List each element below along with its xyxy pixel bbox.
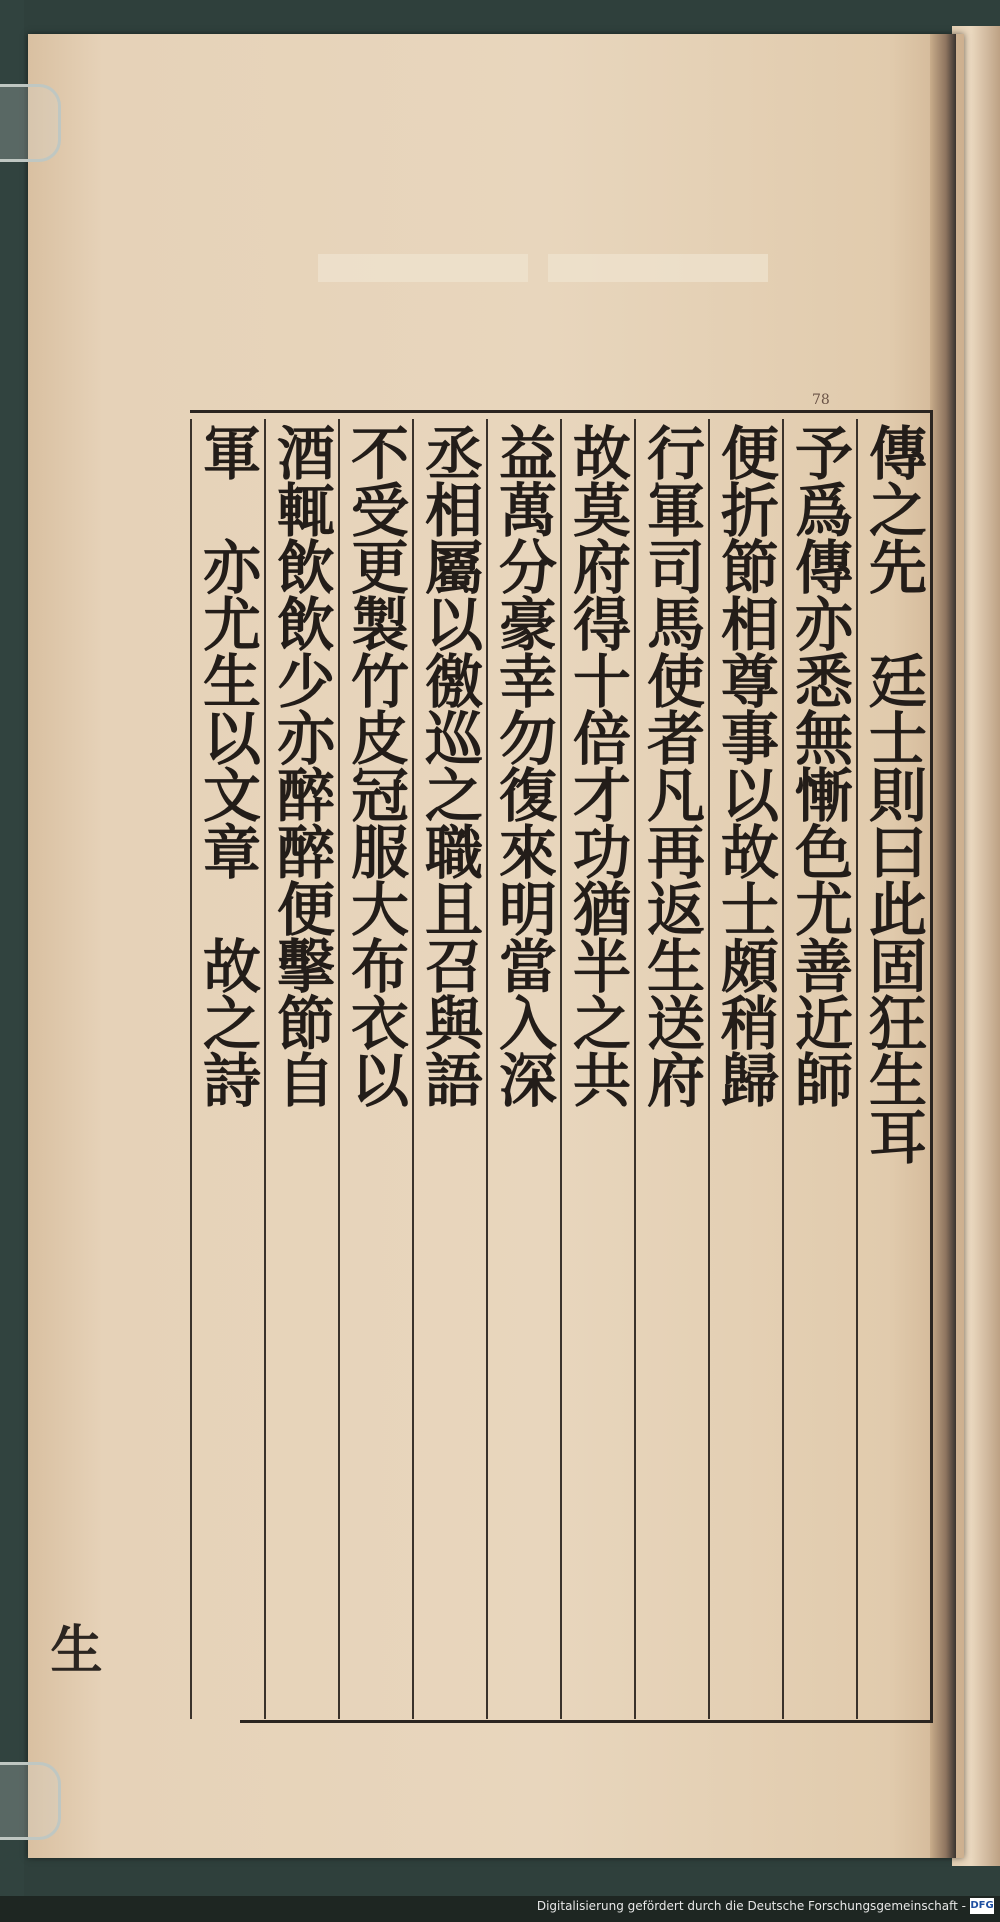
text-column: 不受更製竹皮冠服大布衣以	[338, 419, 412, 1719]
page-clip-top	[0, 84, 61, 162]
text-column: 丞相屬以徼巡之職且召與語	[412, 419, 486, 1719]
paper-repair-strip	[318, 254, 528, 282]
book-gutter	[930, 34, 956, 1858]
text-column: 便折節相尊事以故士頗稍歸	[708, 419, 782, 1719]
scanner-strip	[0, 0, 24, 1922]
text-column: 予爲傳亦悉無慚色尤善近師	[782, 419, 856, 1719]
text-column: 益萬分豪幸勿復來明當入深	[486, 419, 560, 1719]
text-columns	[190, 419, 930, 1719]
text-column: 酒輒飲飲少亦醉醉便擊節自	[264, 419, 338, 1719]
paper-repair-strip	[548, 254, 768, 282]
printed-text-block	[190, 410, 933, 1723]
text-column: 軍 亦尤生以文章 故之詩	[190, 419, 264, 1719]
folio-number: 78	[812, 392, 830, 408]
frame-rule	[240, 1720, 930, 1723]
dfg-logo: DFG	[970, 1898, 994, 1914]
text-column: 傳之先 廷士則曰此固狂生耳	[856, 419, 930, 1719]
digitization-credit: Digitalisierung gefördert durch die Deutsche Forschungsgemeinschaft -	[536, 1899, 966, 1913]
text-column: 故莫府得十倍才功猶半之共	[560, 419, 634, 1719]
margin-label: 生	[41, 1622, 102, 1674]
text-column: 行軍司馬使者凡再返生送府	[634, 419, 708, 1719]
page-clip-bottom	[0, 1762, 61, 1840]
